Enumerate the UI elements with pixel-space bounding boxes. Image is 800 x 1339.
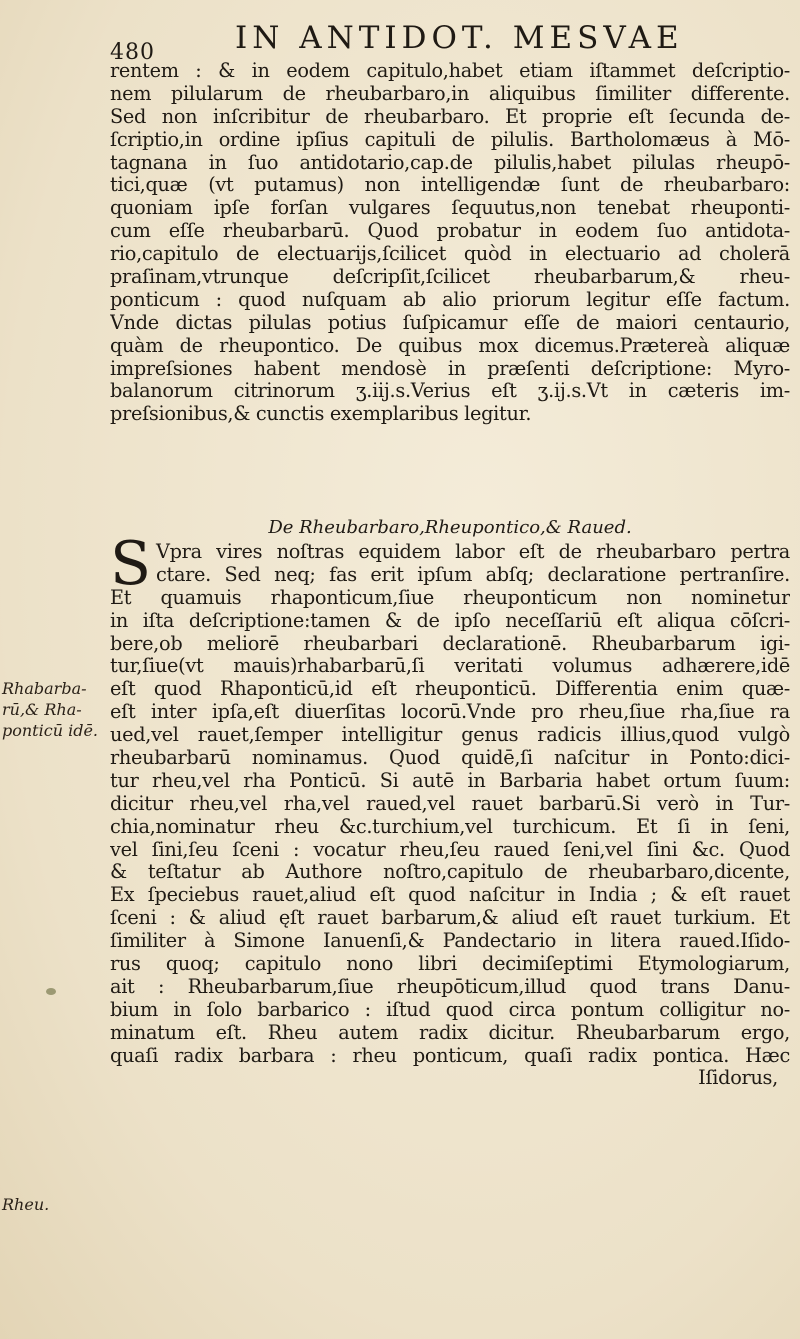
text-line: rentem : & in eodem capitulo,habet etiam iſtammet deſcriptio- — [110, 60, 790, 82]
text-line: rio,capitulo de electuarijs,ſcilicet quòd in electuario ad cholerā — [110, 243, 790, 266]
text-line: ſceni : & aliud ęſt rauet barbarum,& aliud eſt rauet turkium. Et — [110, 907, 790, 930]
text-line: Et quamuis rhaponticum,ſiue rheuponticum non nominetur — [110, 586, 790, 609]
section-title: De Rheubarbaro,Rheupontico,& Raued. — [268, 517, 632, 538]
text-line: ued,vel rauet,ſemper intelligitur genus radicis illius,quod vulgò — [110, 724, 790, 747]
text-line: dicitur rheu,vel rha,vel raued,vel rauet barbarū.Si verò in Tur- — [110, 792, 790, 815]
text-line: ſimiliter à Simone Ianuenſi,& Pandectario in litera raued.Iſido- — [110, 930, 790, 953]
marginal-line: Rhabarba- — [2, 679, 87, 698]
ink-smudge — [46, 988, 56, 995]
text-line: ponticum : quod nuſquam ab alio priorum legitur eſſe factum. — [110, 288, 790, 311]
marginal-note-rhabarbarum — [2, 678, 98, 741]
marginal-line: rū,& Rha- — [2, 700, 82, 719]
marginal-note-rheu: Rheu. — [2, 1195, 50, 1214]
text-line: Vnde dictas pilulas potius ſuſpicamur eſſe de maiori centaurio, — [110, 311, 790, 334]
text-line: bium in ſolo barbarico : iſtud quod circa pontum colligitur no- — [110, 998, 790, 1021]
text-line: quàm de rheupontico. De quibus mox dicemus.Prætereà aliquæ — [110, 334, 790, 357]
text-line: eſt quod Rhaponticū,id eſt rheuponticū. Differentia enim quæ- — [110, 678, 790, 701]
paragraph-2 — [110, 529, 790, 1090]
text-line: impreſsiones habent mendosè in præſenti deſcriptione: Myro- — [110, 357, 790, 380]
paragraph-1 — [110, 60, 790, 426]
text-line: Iſidorus, — [698, 1067, 778, 1090]
text-line: preſsionibus,& cunctis exemplaribus legitur. — [110, 403, 532, 426]
text-line: ait : Rheubarbarum,ſiue rheupōticum,illud quod trans Danu- — [110, 975, 790, 998]
text-line: minatum eſt. Rheu autem radix dicitur. Rheubarbarum ergo, — [110, 1021, 790, 1044]
text-line: Ex ſpeciebus rauet,aliud eſt quod naſcitur in India ; & eſt rauet — [110, 884, 790, 907]
text-line: & teſtatur ab Authore noſtro,capitulo de rheubarbaro,dicente, — [110, 861, 790, 884]
running-title: IN ANTIDOT. MESVAE — [235, 20, 684, 56]
text-line: bere,ob meliorē rheubarbari declarationē. Rheubarbarum igi- — [110, 632, 790, 655]
text-line: Vpra vires noſtras equidem labor eſt de rheubarbaro pertra — [156, 541, 790, 563]
text-line: chia,nominatur rheu &c.turchium,vel turchicum. Et ſi in ſeni, — [110, 815, 790, 838]
text-line: in iſta deſcriptione:tamen & de ipſo neceſſariū eſt aliqua cōſcri- — [110, 609, 790, 632]
text-line: tur rheu,vel rha Ponticū. Si autē in Barbaria habet ortum ſuum: — [110, 769, 790, 792]
text-line: tici,quæ (vt putamus) non intelligendæ ſunt de rheubarbaro: — [110, 174, 790, 197]
text-line: rheubarbarū nominamus. Quod quidē,ſi naſcitur in Ponto:dici- — [110, 747, 790, 770]
text-line: quaſi radix barbara : rheu ponticum, quaſi radix pontica. Hæc — [110, 1044, 790, 1067]
page-number: 480 — [110, 40, 155, 65]
marginal-line: ponticū idē. — [2, 721, 98, 740]
text-line: vel ſini,ſeu ſceni : vocatur rheu,ſeu raued ſeni,vel ſini &c. Quod — [110, 838, 790, 861]
text-line: ſcriptio,in ordine ipſius capituli de pilulis. Bartholomæus à Mō- — [110, 128, 790, 151]
text-line: tur,ſiue(vt mauis)rhabarbarū,ſi veritati volumus adhærere,idē — [110, 655, 790, 678]
text-line: praſinam,vtrunque deſcripſit,ſcilicet rheubarbarum,& rheu- — [110, 266, 790, 289]
text-line: quoniam ipſe forſan vulgares ſequutus,non tenebat rheuponti- — [110, 197, 790, 220]
text-line: Sed non inſcribitur de rheubarbaro. Et proprie eſt ſecunda de- — [110, 105, 790, 128]
text-line: ctare. Sed neq; fas erit ipſum abſq; declaratione pertranſire. — [156, 563, 790, 586]
page-header — [110, 12, 800, 65]
text-line: eſt inter ipſa,eſt diuerſitas locorū.Vnde pro rheu,ſiue rha,ſiue ra — [110, 701, 790, 724]
text-line: nem pilularum de rheubarbaro,in aliquibus ſimiliter differente. — [110, 82, 790, 105]
text-line: cum eſſe rheubarbarū. Quod probatur in eodem ſuo antidota- — [110, 220, 790, 243]
text-line: balanorum citrinorum ʒ.iij.s.Verius eſt ʒ.ij.s.Vt in cæteris im- — [110, 380, 790, 403]
text-line: rus quoq; capitulo nono libri decimiſeptimi Etymologiarum, — [110, 953, 790, 976]
text-line: tagnana in ſuo antidotario,cap.de pilulis,habet pilulas rheupō- — [110, 151, 790, 174]
drop-cap: S — [110, 529, 152, 599]
